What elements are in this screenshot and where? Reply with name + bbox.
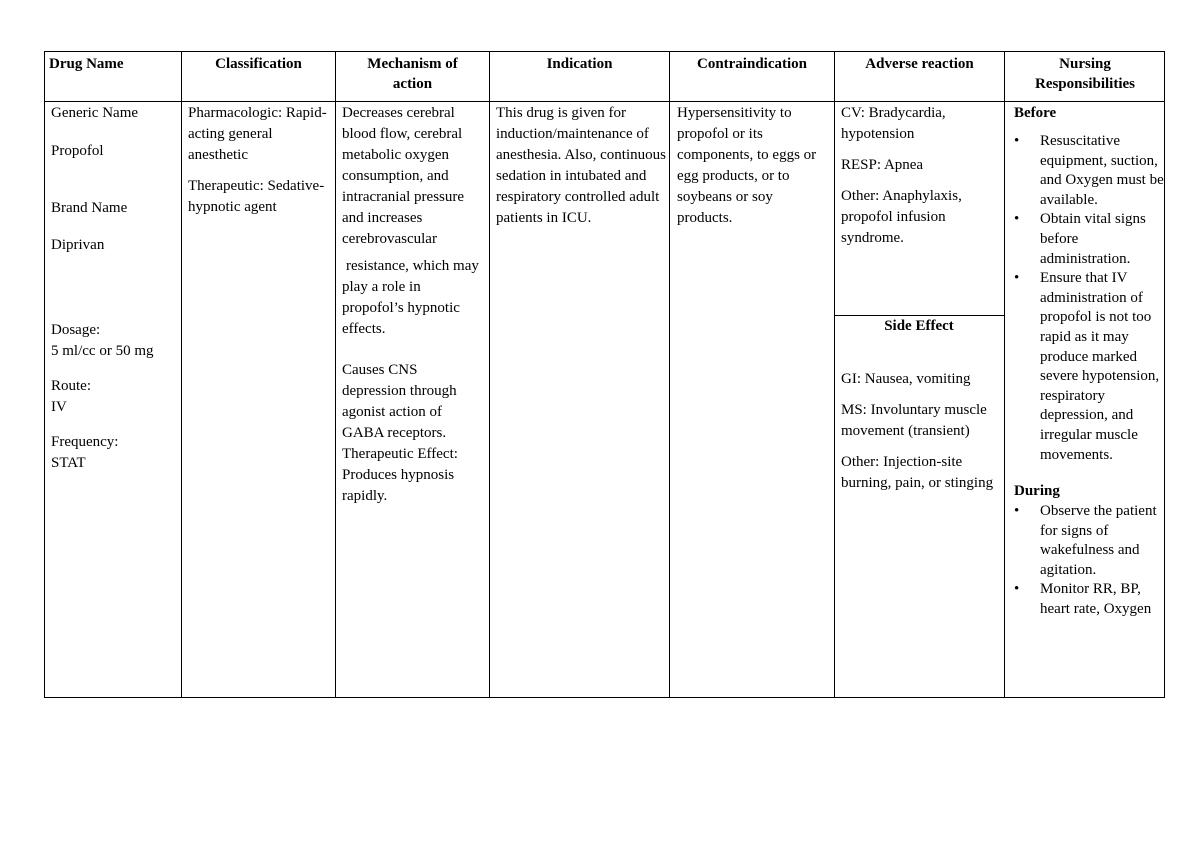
- column-divider: [669, 52, 670, 697]
- side-effect-divider: [834, 315, 1004, 316]
- brand-name-label: Brand Name: [51, 200, 128, 216]
- list-item: • Ensure that IV administration of propofol is not too rapid as it may produce marked severe hypotension, respiratory depression, and irregular muscle movements.: [1014, 270, 1160, 463]
- column-divider: [181, 52, 182, 697]
- header-adverse-reaction: Adverse reaction: [865, 56, 974, 72]
- indication-text: This drug is given for induction/maintenance of anesthesia. Also, continuous sedation in intubated and respiratory controlled adult patients in ICU.: [496, 105, 666, 226]
- header-nursing: Nursing Responsibilities: [1034, 56, 1136, 92]
- nursing-cell: [1014, 103, 1164, 620]
- header-drug-name: Drug Name: [49, 56, 124, 72]
- side-effect-ms: MS: Involuntary muscle movement (transient): [841, 402, 987, 439]
- list-item: • Monitor RR, BP, heart rate, Oxygen: [1014, 581, 1152, 618]
- route-label: Route:: [51, 378, 91, 394]
- bullet-icon: •: [1014, 270, 1020, 287]
- bullet-icon: •: [1014, 211, 1020, 228]
- column-divider: [489, 52, 490, 697]
- dosage-value: 5 ml/cc or 50 mg: [51, 343, 154, 359]
- header-mechanism: Mechanism of action: [367, 56, 458, 92]
- adverse-resp: RESP: Apnea: [841, 157, 924, 173]
- adverse-cv: CV: Bradycardia, hypotension: [841, 105, 946, 142]
- dosage-label: Dosage:: [51, 322, 101, 338]
- therapeutic-effect: Therapeutic Effect: Produces hypnosis rapidly.: [342, 446, 458, 504]
- header-divider: [45, 101, 1165, 102]
- bullet-icon: •: [1014, 581, 1020, 598]
- side-effect-cell: [841, 369, 1001, 494]
- side-effect-title: Side Effect: [884, 318, 954, 334]
- generic-name-value: Propofol: [51, 143, 104, 159]
- classification-cell: [188, 103, 328, 218]
- header-indication: Indication: [546, 56, 613, 72]
- nursing-before-list: [1014, 132, 1164, 465]
- header-classification: Classification: [215, 56, 302, 72]
- bullet-icon: •: [1014, 503, 1020, 520]
- frequency-value: STAT: [51, 455, 86, 471]
- nursing-during-list: [1014, 502, 1164, 620]
- adverse-reaction-cell: [841, 103, 1001, 249]
- drug-name-cell: [51, 103, 179, 474]
- list-item: • Resuscitative equipment, suction, and Oxygen must be available.: [1014, 133, 1164, 208]
- generic-name-label: Generic Name: [51, 105, 139, 121]
- mechanism-paragraph-1: Decreases cerebral blood flow, cerebral metabolic oxygen consumption, and intracranial pressure and increases cerebrovascular: [342, 105, 465, 247]
- side-effect-gi: GI: Nausea, vomiting: [841, 371, 971, 387]
- indication-cell: [496, 103, 666, 229]
- column-divider: [1004, 52, 1005, 697]
- list-item: • Obtain vital signs before administration.: [1014, 211, 1146, 267]
- pharmacologic-class: Pharmacologic: Rapid-acting general anesthetic: [188, 105, 327, 163]
- mechanism-paragraph-2: resistance, which may play a role in propofol’s hypnotic effects.: [342, 258, 479, 337]
- bullet-icon: •: [1014, 133, 1020, 149]
- column-divider: [335, 52, 336, 697]
- column-divider: [834, 52, 835, 697]
- mechanism-paragraph-3: Causes CNS depression through agonist action of GABA receptors.: [342, 362, 457, 441]
- drug-study-table: [44, 51, 1165, 698]
- brand-name-value: Diprivan: [51, 237, 105, 253]
- adverse-other: Other: Anaphylaxis, propofol infusion syndrome.: [841, 188, 962, 246]
- contraindication-cell: [677, 103, 831, 229]
- therapeutic-class: Therapeutic: Sedative-hypnotic agent: [188, 178, 325, 215]
- route-value: IV: [51, 399, 67, 415]
- header-contraindication: Contraindication: [696, 56, 807, 72]
- mechanism-cell: [342, 103, 485, 507]
- frequency-label: Frequency:: [51, 434, 119, 450]
- side-effect-other: Other: Injection-site burning, pain, or stinging: [841, 454, 994, 491]
- nursing-before-label: Before: [1014, 105, 1057, 121]
- contraindication-text: Hypersensitivity to propofol or its components, to eggs or egg products, or to soybeans or soy products.: [677, 105, 817, 226]
- list-item: • Observe the patient for signs of wakefulness and agitation.: [1014, 503, 1157, 578]
- nursing-during-label: During: [1014, 483, 1060, 500]
